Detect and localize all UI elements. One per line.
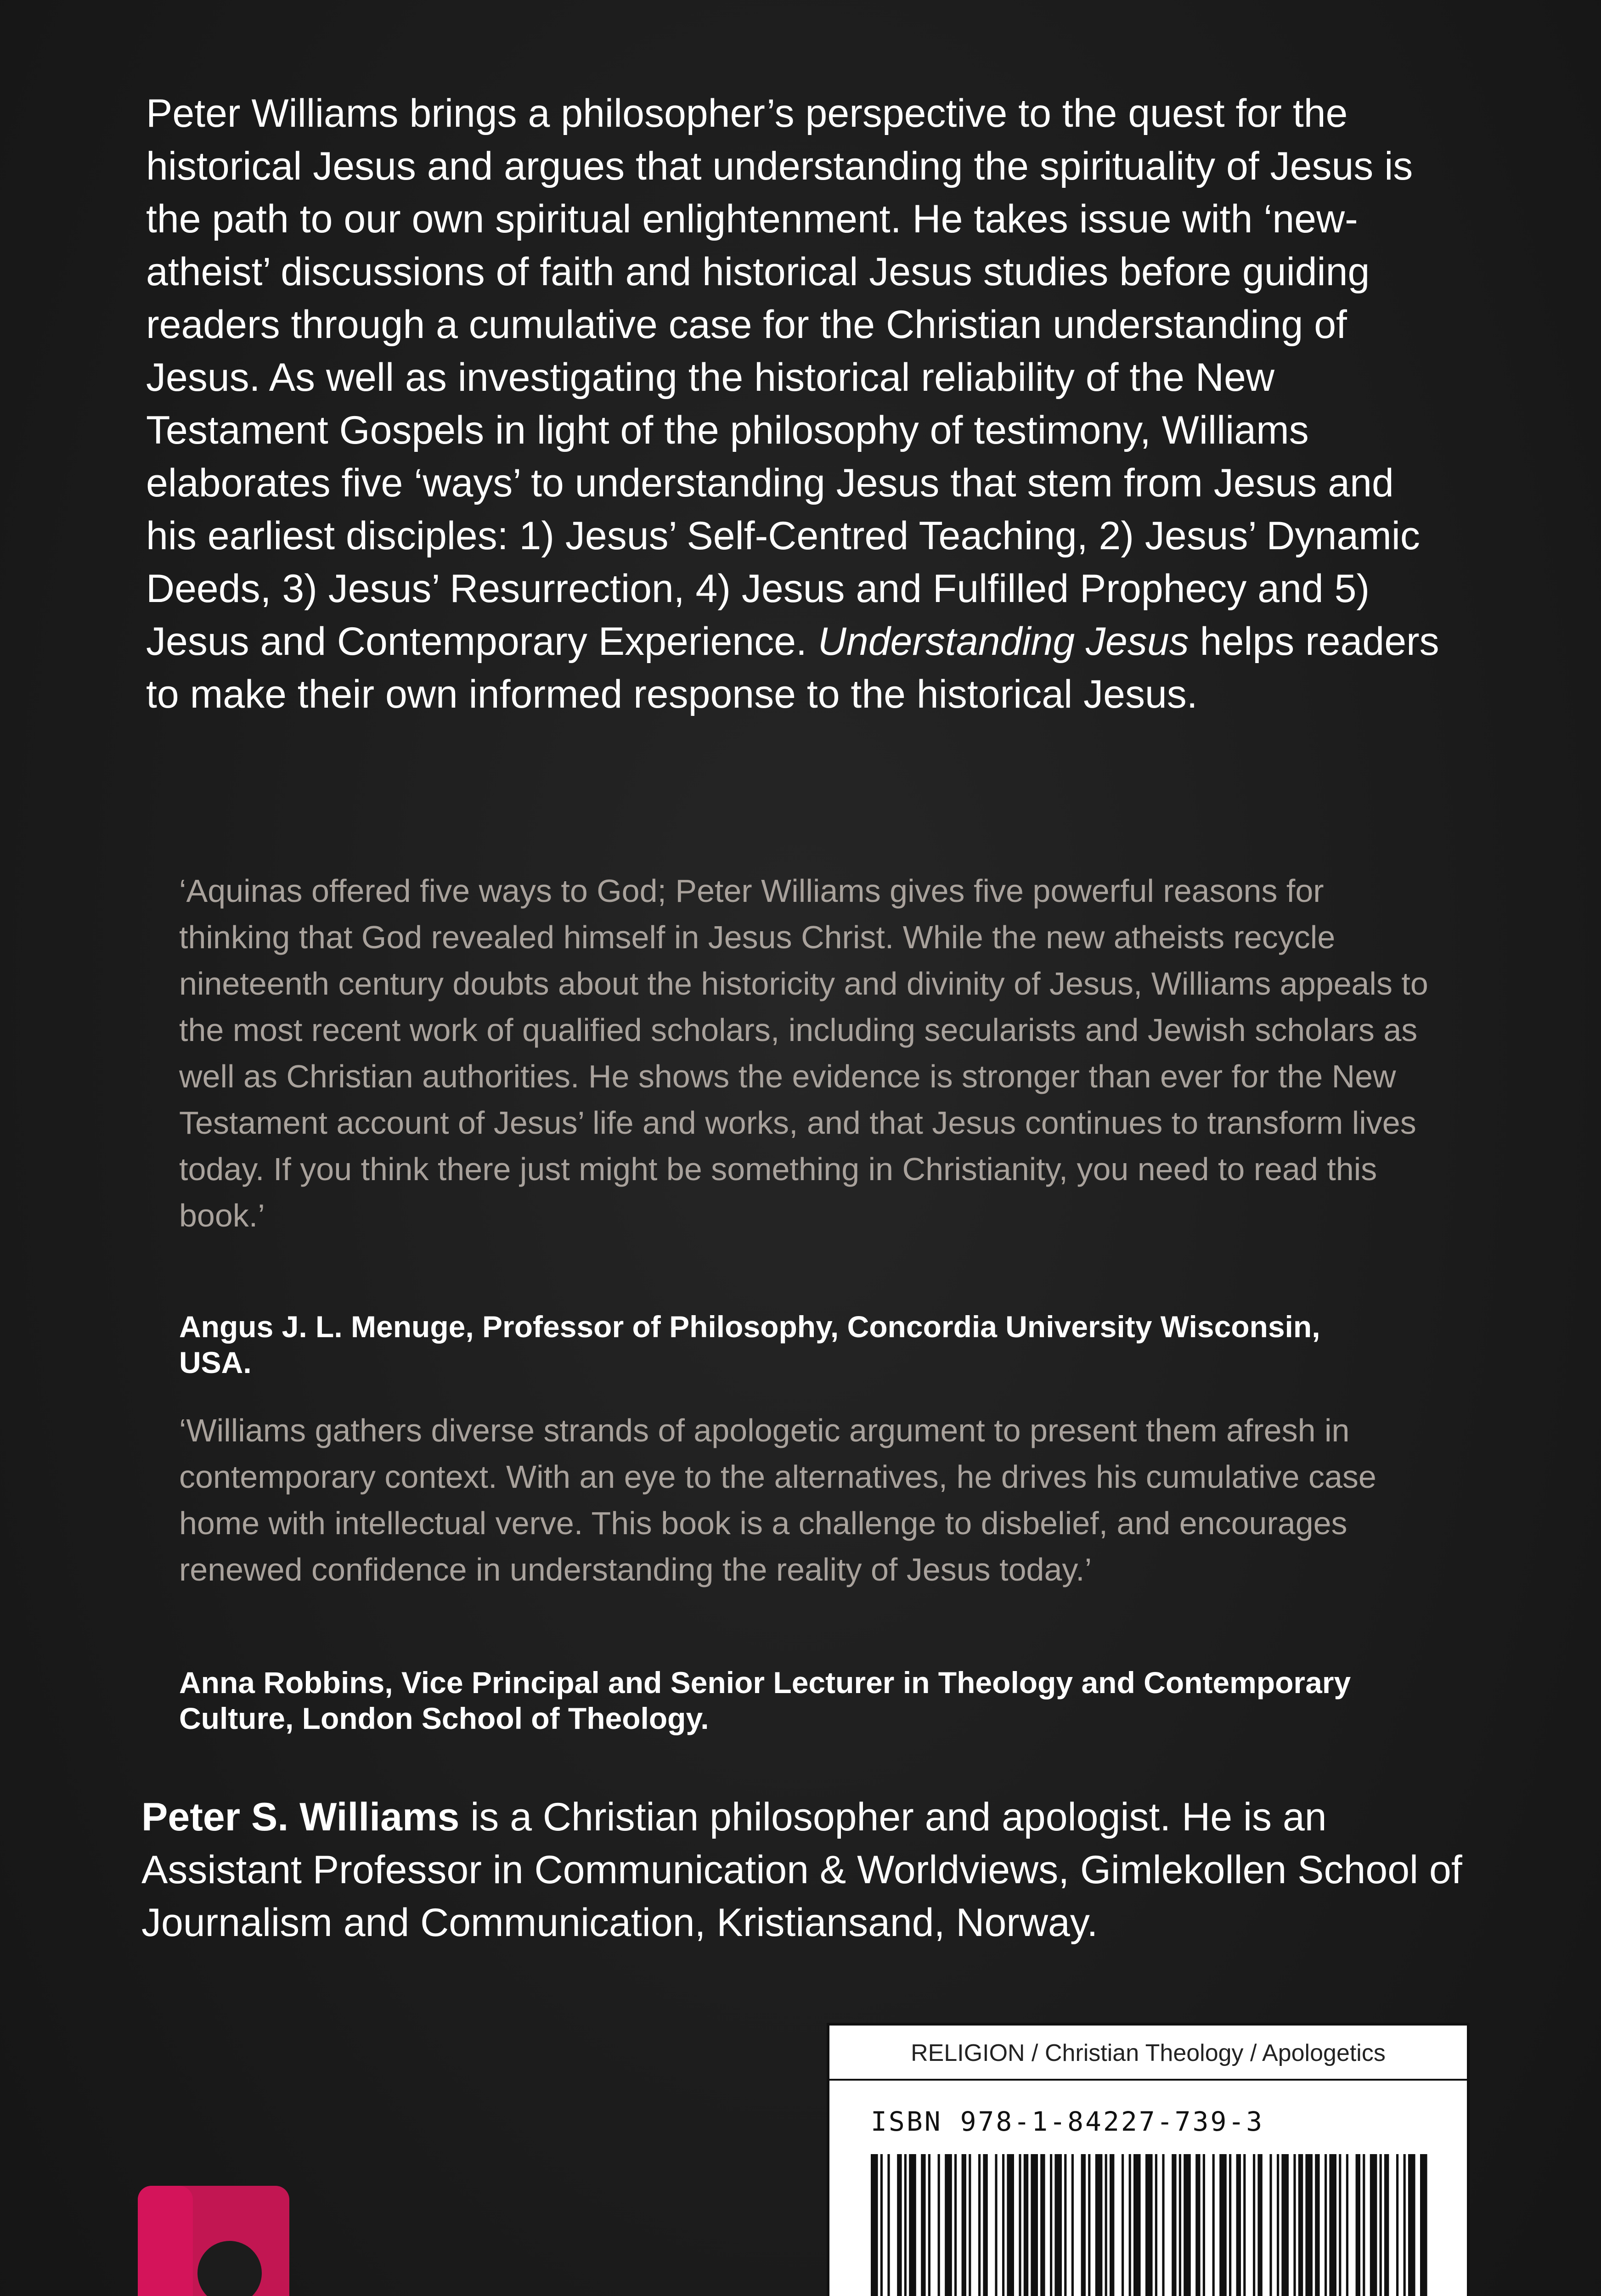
barcode-panel [827, 2023, 1470, 2296]
author-bio [141, 1791, 1483, 1949]
book-blurb [146, 87, 1455, 721]
blurb-book-title: Understanding Jesus [817, 619, 1189, 664]
author-bio-text: is a Christian philosopher and apologist. He is an Assistant Professor in Communication & Worldviews, Gimlekollen School of Journalism and Communication, Kristiansand, Norway. [141, 1795, 1462, 1945]
isbn-label: ISBN 978-1-84227-739-3 [871, 2106, 1264, 2137]
barcode-icon [866, 2154, 1436, 2296]
blurb-text: Peter Williams brings a philosopher’s perspective to the quest for the historical Jesus and argues that understanding the spirituality of Jesus is the path to our own spiritual enlightenment. He takes issue with ‘new-atheist’ discussions of faith and historical Jesus studies before guiding readers through a cumulative case for the Christian understanding of Jesus. As well as investigating the historical reliability of the New Testament Gospels in light of the philosophy of testimony, Williams elaborates five ‘ways’ to understanding Jesus that stem from Jesus and his earliest disciples: 1) Jesus’ Self-Centred Teaching, 2) Jesus’ Dynamic Deeds, 3) Jesus’ Resurrection, 4) Jesus and Fulfilled Prophecy and 5) Jesus and Contemporary Experience. [146, 91, 1420, 664]
author-name: Peter S. Williams [141, 1795, 460, 1839]
endorsement-quote-1: ‘Aquinas offered five ways to God; Peter Williams gives five powerful reasons for thinking that God revealed himself in Jesus Christ. While the new atheists recycle nineteenth century doubts about the historicity and divinity of Jesus, Williams appeals to the most recent work of qualified scholars, including secularists and Jewish scholars as well as Christian authorities. He shows the evidence is stronger than ever for the New Testament account of Jesus’ life and works, and that Jesus continues to transform lives today. If you think there just might be something in Christianity, you need to read this book.’ [179, 873, 1428, 1233]
paternoster-logo-icon [138, 2186, 303, 2296]
endorsement-quote-2: ‘Williams gathers diverse strands of apologetic argument to present them afresh in contemporary context. With an eye to the alternatives, he drives his cumulative case home with intellectual verve. This book is a challenge to disbelief, and encourages renewed confidence in understanding the reality of Jesus today.’ [179, 1412, 1376, 1587]
endorsement-attribution-1: Angus J. L. Menuge, Professor of Philosophy, Concordia University Wisconsin, USA. [179, 1310, 1320, 1379]
subject-category: RELIGION / Christian Theology / Apologetics [829, 2026, 1467, 2081]
endorsement-attribution-2: Anna Robbins, Vice Principal and Senior Lecturer in Theology and Contemporary Culture, London School of Theology. [179, 1666, 1351, 1735]
blurb-text-end: helps readers to make their own informed response to the historical Jesus. [146, 619, 1439, 716]
